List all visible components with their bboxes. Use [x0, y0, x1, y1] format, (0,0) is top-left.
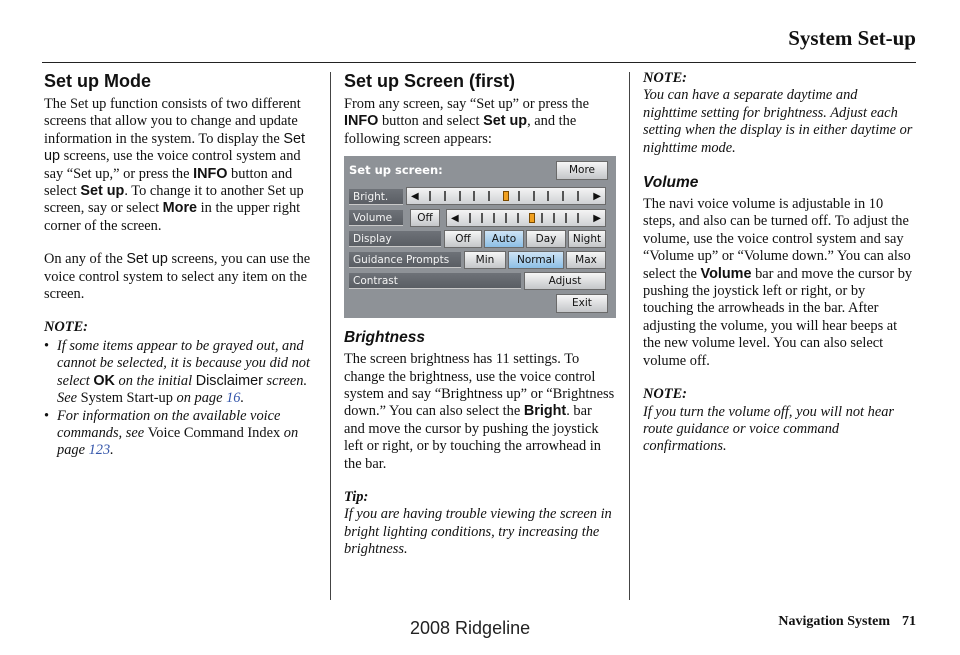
brightness-tick	[459, 191, 461, 201]
column-2	[344, 70, 616, 559]
arrow-right-icon[interactable]: ▶	[593, 191, 601, 203]
volume-tick	[541, 213, 543, 223]
display-off-button[interactable]: Off	[444, 230, 482, 248]
paragraph-setup-intro: The Set up function consists of two different screens that allow you to change and update information in the system. To display the Set up screens, use the voice control system and say “Set up,” or press the INFO button and select Set up. To change it to another Set up screen, say or select More in the upper right corner of the screen.	[44, 96, 305, 234]
volume-tick	[505, 213, 507, 223]
volume-slider[interactable]	[446, 209, 606, 227]
note-list	[44, 338, 316, 460]
volume-tick	[493, 213, 495, 223]
list-item: • For information on the available voice commands, see Voice Command Index on page 123.	[44, 407, 299, 459]
display-night-button[interactable]: Night	[568, 230, 606, 248]
column-divider	[629, 72, 630, 600]
column-1	[44, 70, 316, 460]
brightness-slider[interactable]	[406, 187, 606, 205]
brightness-tick	[473, 191, 475, 201]
column-divider	[330, 72, 331, 600]
more-button[interactable]: More	[556, 161, 608, 180]
contrast-adjust-button[interactable]: Adjust	[524, 272, 606, 290]
footer-page-info	[778, 614, 916, 630]
brightness-tick	[518, 191, 520, 201]
arrow-right-icon[interactable]: ▶	[593, 213, 601, 225]
brightness-tick	[547, 191, 549, 201]
paragraph-brightness: The screen brightness has 11 settings. To change the brightness, use the voice control system and say “Brightness up” or “Brightness down.” You can also select the Bright. bar and move the cursor by pushing the joystick left or right, or by touching the arrowhead in the bar.	[344, 351, 615, 472]
volume-off-button[interactable]: Off	[410, 209, 440, 227]
brightness-ticks	[429, 191, 583, 201]
heading-setup-mode: Set up Mode	[44, 71, 151, 91]
header-rule	[42, 62, 916, 63]
bright-label: Bright.	[349, 189, 403, 205]
tip-text: If you are having trouble viewing the screen in bright lighting conditions, try increasing the brightness.	[344, 506, 612, 558]
footer-section: Navigation System	[778, 614, 890, 629]
display-day-button[interactable]: Day	[526, 230, 566, 248]
setup-screen-title: Set up screen:	[349, 163, 443, 178]
page-link-16[interactable]: 16	[226, 390, 241, 407]
setup-screen-image	[344, 156, 616, 318]
brightness-tick	[533, 191, 535, 201]
note-brightness-text: You can have a separate daytime and nighttime setting for brightness. Adjust each setting when the display is in either daytime or nighttime mode.	[643, 87, 913, 156]
brightness-tick	[488, 191, 490, 201]
brightness-tick	[577, 191, 579, 201]
volume-tick	[469, 213, 471, 223]
tip-label: Tip:	[344, 489, 369, 506]
list-item: • If some items appear to be grayed out, and cannot be selected, it is because you did not select OK on the initial Disclaimer screen. See System Start-up on page 16.	[44, 337, 310, 407]
contrast-label: Contrast	[349, 273, 521, 289]
display-auto-button[interactable]: Auto	[484, 230, 524, 248]
watermark: 2008 Ridgeline	[410, 618, 531, 638]
page-link-123[interactable]: 123	[88, 442, 111, 459]
heading-brightness: Brightness	[344, 329, 425, 347]
brightness-tick	[444, 191, 446, 201]
guidance-max-button[interactable]: Max	[566, 251, 606, 269]
guidance-prompts-label: Guidance Prompts	[349, 252, 461, 268]
volume-tick	[553, 213, 555, 223]
arrow-left-icon[interactable]: ◀	[411, 191, 419, 203]
paragraph-setup-voice: On any of the Set up screens, you can use the voice control system to select any item on the screen.	[44, 251, 311, 303]
volume-cursor	[529, 213, 535, 223]
column-3	[643, 70, 915, 456]
guidance-min-button[interactable]: Min	[464, 251, 506, 269]
note-label: NOTE:	[643, 386, 687, 403]
note-volume-text: If you turn the volume off, you will not hear route guidance or voice command confirmations.	[643, 403, 894, 455]
volume-tick	[517, 213, 519, 223]
volume-ticks	[469, 213, 583, 223]
paragraph-volume: The navi voice volume is adjustable in 10 steps, and also can be turned off. To adjust the volume, use the voice control system and say “Volume up” or “Volume down.” You can also select the Volume bar and move the cursor by pushing the joystick left or right, or by touching the arrowheads in the bar. After adjusting the volume, you will hear beeps at the new volume level. You can also select volume off.	[643, 196, 913, 369]
volume-tick	[481, 213, 483, 223]
guidance-normal-button[interactable]: Normal	[508, 251, 564, 269]
bullet-icon: •	[44, 407, 50, 424]
brightness-tick	[429, 191, 431, 201]
volume-tick	[565, 213, 567, 223]
bullet-icon: •	[44, 337, 50, 354]
page-title: System Set-up	[788, 26, 916, 50]
heading-setup-screen: Set up Screen (first)	[344, 71, 516, 91]
brightness-tick	[562, 191, 564, 201]
volume-tick	[577, 213, 579, 223]
brightness-cursor	[503, 191, 509, 201]
heading-volume: Volume	[643, 174, 699, 192]
page-number: 71	[902, 614, 916, 629]
arrow-left-icon[interactable]: ◀	[451, 213, 459, 225]
volume-label: Volume	[349, 210, 403, 226]
display-label: Display	[349, 231, 441, 247]
paragraph-screen-intro: From any screen, say “Set up” or press the INFO button and select Set up, and the following screen appears:	[344, 96, 589, 147]
exit-button[interactable]: Exit	[556, 294, 608, 313]
note-label: NOTE:	[643, 70, 687, 86]
note-label: NOTE:	[44, 319, 88, 336]
